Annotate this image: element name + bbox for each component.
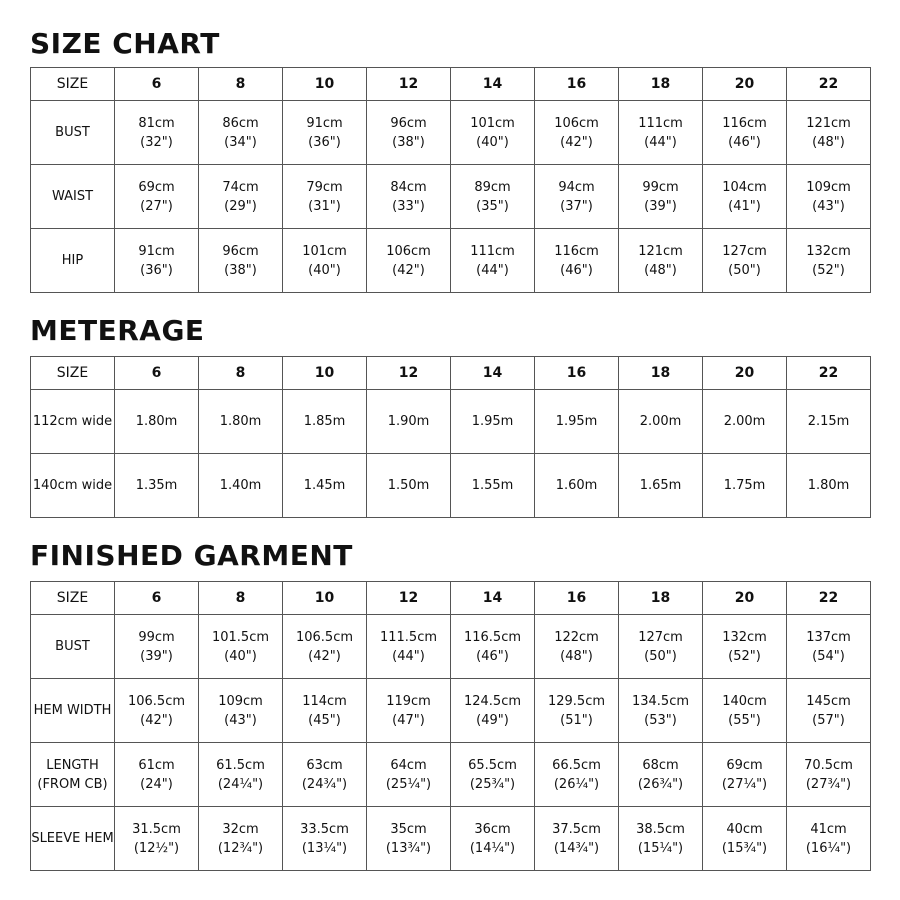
measurement-cell <box>199 807 283 871</box>
measurement-cell <box>367 679 451 743</box>
imperial-value: (48") <box>560 648 593 664</box>
measurement-cell <box>283 165 367 229</box>
imperial-value: (27¾") <box>805 776 852 792</box>
measurement-cell <box>283 615 367 679</box>
metric-value: 99cm <box>642 179 679 195</box>
finished-garment-title: FINISHED GARMENT <box>30 539 353 572</box>
imperial-value: (37") <box>560 198 593 214</box>
measurement-cell <box>451 807 535 871</box>
imperial-value: (50") <box>644 648 677 664</box>
measurement-cell: 1.35m <box>115 454 199 518</box>
metric-value: 35cm <box>390 821 427 837</box>
measurement-cell: 1.95m <box>535 390 619 454</box>
metric-value: 127cm <box>638 629 683 645</box>
measurement-cell <box>535 679 619 743</box>
imperial-value: (15¼") <box>637 840 684 856</box>
imperial-value: (12½") <box>133 840 180 856</box>
size-header: 16 <box>535 68 619 101</box>
metric-value: 106.5cm <box>127 693 186 709</box>
metric-value: 84cm <box>390 179 427 195</box>
metric-value: 137cm <box>806 629 851 645</box>
metric-value: 40cm <box>726 821 763 837</box>
metric-value: 66.5cm <box>552 757 601 773</box>
size-header: 22 <box>787 68 871 101</box>
imperial-value: (26¾") <box>637 776 684 792</box>
measurement-cell <box>703 101 787 165</box>
metric-value: 63cm <box>306 757 343 773</box>
metric-value: 132cm <box>806 243 851 259</box>
table-row <box>31 390 871 454</box>
size-header-label: SIZE <box>31 582 115 615</box>
imperial-value: (47") <box>392 712 425 728</box>
metric-value: 106.5cm <box>295 629 354 645</box>
table-row <box>31 229 871 293</box>
imperial-value: (57") <box>812 712 845 728</box>
measurement-cell <box>451 229 535 293</box>
metric-value: 36cm <box>474 821 511 837</box>
imperial-value: (53") <box>644 712 677 728</box>
measurement-cell <box>535 615 619 679</box>
imperial-value: (26¼") <box>553 776 600 792</box>
measurement-cell <box>619 615 703 679</box>
imperial-value: (40") <box>224 648 257 664</box>
size-chart-table <box>30 67 871 293</box>
metric-value: 101cm <box>470 115 515 131</box>
metric-value: 96cm <box>222 243 259 259</box>
size-header: 20 <box>703 68 787 101</box>
imperial-value: (46") <box>728 134 761 150</box>
row-label-line: (FROM CB) <box>37 776 108 792</box>
size-header: 6 <box>115 582 199 615</box>
metric-value: 74cm <box>222 179 259 195</box>
measurement-cell <box>535 743 619 807</box>
metric-value: 68cm <box>642 757 679 773</box>
finished-garment-table <box>30 581 871 871</box>
measurement-cell <box>619 807 703 871</box>
imperial-value: (40") <box>308 262 341 278</box>
metric-value: 86cm <box>222 115 259 131</box>
measurement-cell: 1.75m <box>703 454 787 518</box>
measurement-cell <box>703 165 787 229</box>
size-header: 22 <box>787 357 871 390</box>
imperial-value: (43") <box>224 712 257 728</box>
measurement-cell: 1.80m <box>199 390 283 454</box>
metric-value: 145cm <box>806 693 851 709</box>
imperial-value: (52") <box>728 648 761 664</box>
measurement-cell <box>451 679 535 743</box>
measurement-cell <box>619 101 703 165</box>
row-label-line: SLEEVE HEM <box>31 831 114 846</box>
size-header: 18 <box>619 582 703 615</box>
size-header: 12 <box>367 68 451 101</box>
imperial-value: (27¼") <box>721 776 768 792</box>
metric-value: 119cm <box>386 693 431 709</box>
row-label-line: BUST <box>55 639 90 654</box>
metric-value: 104cm <box>722 179 767 195</box>
imperial-value: (40") <box>476 134 509 150</box>
metric-value: 111.5cm <box>379 629 438 645</box>
imperial-value: (14¼") <box>469 840 516 856</box>
measurement-cell <box>451 615 535 679</box>
metric-value: 101.5cm <box>211 629 270 645</box>
row-label-line: HEM WIDTH <box>33 703 112 718</box>
measurement-cell <box>703 807 787 871</box>
size-chart-title: SIZE CHART <box>30 27 220 60</box>
row-label: 140cm wide <box>31 454 115 518</box>
imperial-value: (24¼") <box>217 776 264 792</box>
imperial-value: (33") <box>392 198 425 214</box>
meterage-title: METERAGE <box>30 314 205 347</box>
imperial-value: (44") <box>392 648 425 664</box>
imperial-value: (46") <box>560 262 593 278</box>
meterage-table <box>30 356 871 518</box>
size-header: 12 <box>367 357 451 390</box>
measurement-cell <box>703 679 787 743</box>
finished-garment-header-row <box>31 582 871 615</box>
size-chart-header-row <box>31 68 871 101</box>
imperial-value: (39") <box>140 648 173 664</box>
measurement-cell <box>787 165 871 229</box>
imperial-value: (31") <box>308 198 341 214</box>
metric-value: 61.5cm <box>216 757 265 773</box>
metric-value: 109cm <box>218 693 263 709</box>
measurement-cell: 1.50m <box>367 454 451 518</box>
measurement-cell <box>535 807 619 871</box>
imperial-value: (44") <box>476 262 509 278</box>
measurement-cell: 1.65m <box>619 454 703 518</box>
measurement-cell: 2.00m <box>619 390 703 454</box>
metric-value: 111cm <box>470 243 515 259</box>
measurement-cell <box>115 165 199 229</box>
size-header-label: SIZE <box>31 68 115 101</box>
size-header: 20 <box>703 357 787 390</box>
metric-value: 140cm <box>722 693 767 709</box>
measurement-cell <box>787 229 871 293</box>
measurement-cell <box>115 679 199 743</box>
metric-value: 91cm <box>306 115 343 131</box>
imperial-value: (42") <box>560 134 593 150</box>
imperial-value: (14¾") <box>553 840 600 856</box>
measurement-cell: 1.80m <box>787 454 871 518</box>
measurement-cell <box>535 165 619 229</box>
row-label: 112cm wide <box>31 390 115 454</box>
measurement-cell <box>451 743 535 807</box>
measurement-cell <box>367 165 451 229</box>
metric-value: 114cm <box>302 693 347 709</box>
size-header: 20 <box>703 582 787 615</box>
measurement-cell <box>283 679 367 743</box>
measurement-cell <box>115 615 199 679</box>
measurement-cell <box>787 807 871 871</box>
imperial-value: (46") <box>476 648 509 664</box>
measurement-cell <box>283 101 367 165</box>
measurement-cell: 1.85m <box>283 390 367 454</box>
imperial-value: (34") <box>224 134 257 150</box>
measurement-cell <box>787 679 871 743</box>
metric-value: 31.5cm <box>132 821 181 837</box>
measurement-cell <box>535 101 619 165</box>
measurement-cell <box>283 229 367 293</box>
metric-value: 121cm <box>638 243 683 259</box>
measurement-cell <box>115 101 199 165</box>
metric-value: 106cm <box>554 115 599 131</box>
measurement-cell <box>199 743 283 807</box>
metric-value: 70.5cm <box>804 757 853 773</box>
measurement-cell: 1.40m <box>199 454 283 518</box>
metric-value: 41cm <box>810 821 847 837</box>
metric-value: 124.5cm <box>463 693 522 709</box>
metric-value: 69cm <box>138 179 175 195</box>
metric-value: 132cm <box>722 629 767 645</box>
imperial-value: (51") <box>560 712 593 728</box>
measurement-cell <box>199 229 283 293</box>
imperial-value: (48") <box>644 262 677 278</box>
measurement-cell: 1.90m <box>367 390 451 454</box>
imperial-value: (48") <box>812 134 845 150</box>
row-label <box>31 615 115 679</box>
imperial-value: (13¼") <box>301 840 348 856</box>
metric-value: 109cm <box>806 179 851 195</box>
table-row <box>31 101 871 165</box>
metric-value: 99cm <box>138 629 175 645</box>
row-label: WAIST <box>31 165 115 229</box>
measurement-cell <box>703 615 787 679</box>
size-header: 16 <box>535 357 619 390</box>
size-header: 6 <box>115 68 199 101</box>
imperial-value: (12¾") <box>217 840 264 856</box>
metric-value: 121cm <box>806 115 851 131</box>
metric-value: 64cm <box>390 757 427 773</box>
size-header: 14 <box>451 68 535 101</box>
measurement-cell <box>199 101 283 165</box>
imperial-value: (55") <box>728 712 761 728</box>
size-header: 10 <box>283 68 367 101</box>
measurement-cell <box>115 743 199 807</box>
measurement-cell <box>283 743 367 807</box>
metric-value: 116.5cm <box>463 629 522 645</box>
imperial-value: (27") <box>140 198 173 214</box>
metric-value: 61cm <box>138 757 175 773</box>
metric-value: 94cm <box>558 179 595 195</box>
measurement-cell <box>787 743 871 807</box>
metric-value: 89cm <box>474 179 511 195</box>
imperial-value: (42") <box>308 648 341 664</box>
imperial-value: (43") <box>812 198 845 214</box>
metric-value: 116cm <box>722 115 767 131</box>
measurement-cell <box>367 743 451 807</box>
metric-value: 79cm <box>306 179 343 195</box>
measurement-cell: 1.55m <box>451 454 535 518</box>
measurement-cell <box>199 679 283 743</box>
measurement-cell <box>367 615 451 679</box>
metric-value: 33.5cm <box>300 821 349 837</box>
row-label: BUST <box>31 101 115 165</box>
measurement-cell: 2.15m <box>787 390 871 454</box>
metric-value: 134.5cm <box>631 693 690 709</box>
measurement-cell <box>619 743 703 807</box>
measurement-cell <box>619 679 703 743</box>
measurement-cell <box>703 229 787 293</box>
measurement-cell: 1.45m <box>283 454 367 518</box>
imperial-value: (16¼") <box>805 840 852 856</box>
imperial-value: (54") <box>812 648 845 664</box>
imperial-value: (36") <box>140 262 173 278</box>
table-row <box>31 679 871 743</box>
imperial-value: (52") <box>812 262 845 278</box>
size-header-label: SIZE <box>31 357 115 390</box>
measurement-cell <box>535 229 619 293</box>
measurement-cell <box>451 101 535 165</box>
size-header: 8 <box>199 582 283 615</box>
measurement-cell <box>367 229 451 293</box>
measurement-cell: 2.00m <box>703 390 787 454</box>
imperial-value: (42") <box>140 712 173 728</box>
size-header: 6 <box>115 357 199 390</box>
imperial-value: (24¾") <box>301 776 348 792</box>
measurement-cell: 1.80m <box>115 390 199 454</box>
row-label-line: LENGTH <box>46 757 99 773</box>
size-header: 12 <box>367 582 451 615</box>
measurement-cell <box>115 229 199 293</box>
table-row <box>31 615 871 679</box>
metric-value: 116cm <box>554 243 599 259</box>
measurement-cell <box>787 615 871 679</box>
size-header: 22 <box>787 582 871 615</box>
table-row <box>31 165 871 229</box>
meterage-header-row <box>31 357 871 390</box>
imperial-value: (36") <box>308 134 341 150</box>
measurement-cell <box>451 165 535 229</box>
measurement-cell <box>367 101 451 165</box>
metric-value: 65.5cm <box>468 757 517 773</box>
metric-value: 122cm <box>554 629 599 645</box>
imperial-value: (38") <box>392 134 425 150</box>
imperial-value: (50") <box>728 262 761 278</box>
imperial-value: (45") <box>308 712 341 728</box>
metric-value: 32cm <box>222 821 259 837</box>
table-row <box>31 454 871 518</box>
metric-value: 91cm <box>138 243 175 259</box>
metric-value: 69cm <box>726 757 763 773</box>
row-label: HIP <box>31 229 115 293</box>
measurement-cell <box>619 229 703 293</box>
imperial-value: (13¾") <box>385 840 432 856</box>
row-label <box>31 807 115 871</box>
size-header: 8 <box>199 68 283 101</box>
size-header: 14 <box>451 357 535 390</box>
imperial-value: (42") <box>392 262 425 278</box>
table-row <box>31 807 871 871</box>
imperial-value: (44") <box>644 134 677 150</box>
measurement-cell <box>283 807 367 871</box>
size-header: 16 <box>535 582 619 615</box>
size-header: 8 <box>199 357 283 390</box>
row-label <box>31 679 115 743</box>
metric-value: 127cm <box>722 243 767 259</box>
metric-value: 101cm <box>302 243 347 259</box>
imperial-value: (25¼") <box>385 776 432 792</box>
metric-value: 111cm <box>638 115 683 131</box>
measurement-cell <box>199 165 283 229</box>
imperial-value: (29") <box>224 198 257 214</box>
measurement-cell <box>115 807 199 871</box>
measurement-cell <box>367 807 451 871</box>
size-header: 18 <box>619 68 703 101</box>
table-row <box>31 743 871 807</box>
metric-value: 38.5cm <box>636 821 685 837</box>
measurement-cell <box>787 101 871 165</box>
imperial-value: (15¾") <box>721 840 768 856</box>
imperial-value: (25¾") <box>469 776 516 792</box>
metric-value: 96cm <box>390 115 427 131</box>
measurement-cell <box>199 615 283 679</box>
imperial-value: (49") <box>476 712 509 728</box>
measurement-cell <box>619 165 703 229</box>
measurement-cell <box>703 743 787 807</box>
imperial-value: (41") <box>728 198 761 214</box>
metric-value: 37.5cm <box>552 821 601 837</box>
size-header: 10 <box>283 357 367 390</box>
metric-value: 129.5cm <box>547 693 606 709</box>
measurement-cell: 1.95m <box>451 390 535 454</box>
imperial-value: (32") <box>140 134 173 150</box>
measurement-cell: 1.60m <box>535 454 619 518</box>
size-header: 14 <box>451 582 535 615</box>
imperial-value: (24") <box>140 776 173 792</box>
row-label <box>31 743 115 807</box>
size-header: 10 <box>283 582 367 615</box>
imperial-value: (38") <box>224 262 257 278</box>
metric-value: 81cm <box>138 115 175 131</box>
imperial-value: (39") <box>644 198 677 214</box>
imperial-value: (35") <box>476 198 509 214</box>
metric-value: 106cm <box>386 243 431 259</box>
size-header: 18 <box>619 357 703 390</box>
